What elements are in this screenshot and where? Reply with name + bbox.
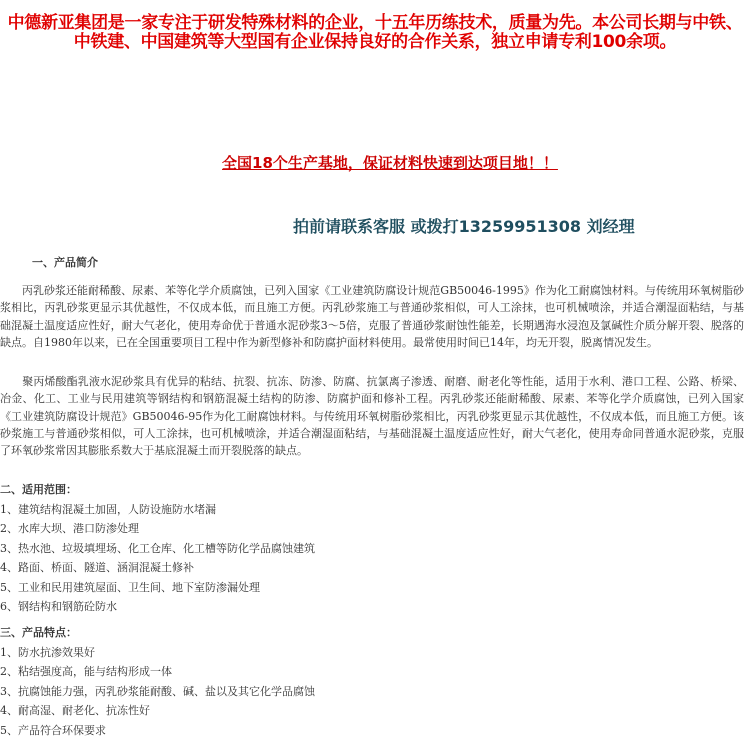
list-item: 3、热水池、垃圾填埋场、化工仓库、化工槽等防化学品腐蚀建筑 [0, 541, 315, 555]
features-heading: 三、产品特点： [0, 626, 77, 639]
list-item: 1、防水抗渗效果好 [0, 645, 95, 659]
scope-section [0, 480, 315, 617]
list-item: 4、耐高湿、耐老化、抗冻性好 [0, 704, 150, 717]
production-base-slogan: 全国18个生产基地，保证材料快速到达项目地！！ [222, 154, 558, 172]
list-item: 2、水库大坝、港口防渗处理 [0, 522, 139, 535]
list-item: 4、路面、桥面、隧道、涵洞混凝土修补 [0, 561, 194, 574]
intro-heading: 一、产品简介 [32, 256, 98, 269]
list-item: 3、抗腐蚀能力强，丙乳砂浆能耐酸、碱、盐以及其它化学品腐蚀 [0, 684, 315, 698]
features-section [0, 623, 315, 740]
contact-info: 拍前请联系客服 或拨打13259951308 刘经理 [293, 217, 635, 236]
list-item: 5、产品符合环保要求 [0, 723, 106, 737]
list-item: 6、钢结构和钢筋砼防水 [0, 600, 117, 613]
intro-paragraph-2: 聚丙烯酸酯乳液水泥砂浆具有优异的粘结、抗裂、抗冻、防渗、防腐、抗氯离子渗透、耐磨、耐老化等性能，适用于水利、港口工程、公路、桥梁、冶金、化工、工业与民用建筑等钢结构和钢筋混凝土结构的防渗、防腐护面和修补工程。丙乳砂浆还能耐稀酸、尿素、苯等化学介质腐蚀，已列入国家《工业建筑防腐设计规范》GB50046-95作为化工耐腐蚀材料。与传统用环氧树脂砂浆相比，丙乳砂浆更显示其优越性，不仅成本低，而且施工方便。该砂浆施工与普通砂浆相似，可人工涂抹，也可机械喷涂，并适合潮湿面粘结，与基础混凝土温度适应性好，耐大气老化，使用寿命同普通水泥砂浆，克服了环氧砂浆常因其膨胀系数大于基底混凝土而开裂脱落的缺点。 [0, 375, 744, 458]
intro-paragraph-1: 丙乳砂浆还能耐稀酸、尿素、苯等化学介质腐蚀，已列入国家《工业建筑防腐设计规范GB50046-1995》作为化工耐腐蚀材料。与传统用环氧树脂砂浆相比，丙乳砂浆更显示其优越性，不仅成本低，而且施工方便。丙乳砂浆施工与普通砂浆相似，可人工涂抹，也可机械喷涂，并适合潮湿面粘结，与基础混凝土温度适应性好，耐大气老化，使用寿命优于普通水泥砂浆3～5倍，克服了普通砂浆耐蚀性能差，长期遇海水浸泡及氯碱性介质分解开裂、脱落的缺点。自1980年以来，已在全国重要项目工程中作为新型修补和防腐护面材料使用。最常使用时间已14年，均无开裂，脱离情况发生。 [0, 284, 744, 349]
features-list [0, 643, 315, 741]
list-item: 5、工业和民用建筑屋面、卫生间、地下室防渗漏处理 [0, 580, 260, 594]
list-item: 1、建筑结构混凝土加固，人防设施防水堵漏 [0, 502, 216, 516]
company-banner: 中德新亚集团是一家专注于研发特殊材料的企业，十五年历练技术，质量为先。本公司长期与中铁、中铁建、中国建筑等大型国有企业保持良好的合作关系，独立申请专利100余项。 [7, 13, 743, 52]
list-item: 2、粘结强度高，能与结构形成一体 [0, 665, 172, 678]
scope-heading: 二、适用范围： [0, 483, 77, 496]
scope-list [0, 500, 315, 617]
